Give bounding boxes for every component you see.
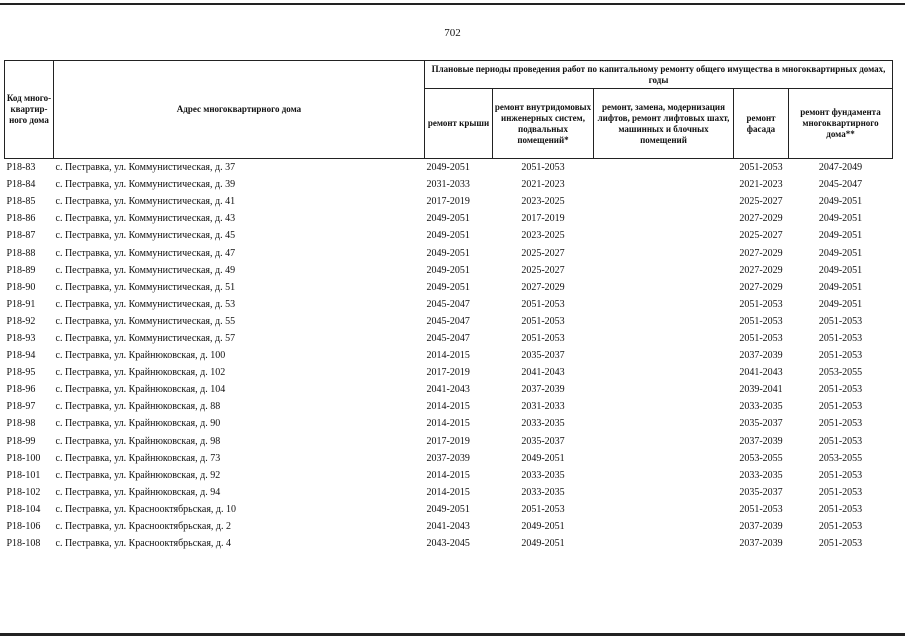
cell-address: с. Пестравка, ул. Крайнюковская, д. 100 (55, 350, 226, 362)
cell-roof: 2049-2051 (426, 247, 470, 259)
cell-internal-systems: 2033-2035 (521, 486, 565, 498)
cell-facade: 2037-2039 (739, 538, 783, 550)
cell-code: Р18-101 (6, 469, 41, 481)
table-row (5, 501, 893, 518)
cell-address: с. Пестравка, ул. Крайнюковская, д. 73 (55, 452, 221, 464)
cell-lifts (594, 433, 734, 450)
cell-internal-systems: 2049-2051 (521, 452, 565, 464)
table-row (5, 227, 893, 244)
header-internal-systems: ремонт внутридомовых инженерных систем, подвальных помещений* (493, 89, 594, 159)
cell-foundation: 2051-2053 (818, 486, 863, 498)
cell-internal-systems: 2033-2035 (521, 469, 565, 481)
header-code: Код много-квартир-ного дома (5, 61, 54, 159)
bottom-rule (0, 633, 905, 636)
cell-lifts (594, 330, 734, 347)
cell-foundation: 2051-2053 (818, 469, 863, 481)
cell-foundation: 2051-2053 (818, 538, 863, 550)
cell-internal-systems: 2033-2035 (521, 418, 565, 430)
cell-roof: 2049-2051 (426, 281, 470, 293)
cell-internal-systems: 2027-2029 (521, 281, 565, 293)
cell-roof: 2014-2015 (426, 469, 470, 481)
cell-internal-systems: 2035-2037 (521, 435, 565, 447)
cell-foundation: 2051-2053 (818, 521, 863, 533)
cell-facade: 2027-2029 (739, 281, 783, 293)
cell-lifts (594, 450, 734, 467)
cell-address: с. Пестравка, ул. Коммунистическая, д. 55 (55, 315, 236, 327)
cell-code: Р18-92 (6, 315, 36, 327)
cell-internal-systems: 2017-2019 (521, 213, 565, 225)
cell-facade: 2051-2053 (739, 332, 783, 344)
cell-internal-systems: 2031-2033 (521, 401, 565, 413)
table-row (5, 398, 893, 415)
cell-code: Р18-90 (6, 281, 36, 293)
cell-code: Р18-89 (6, 264, 36, 276)
cell-lifts (594, 467, 734, 484)
cell-address: с. Пестравка, ул. Крайнюковская, д. 90 (55, 418, 221, 430)
cell-lifts (594, 484, 734, 501)
cell-lifts (594, 262, 734, 279)
cell-address: с. Пестравка, ул. Коммунистическая, д. 39 (55, 179, 236, 191)
cell-internal-systems: 2025-2027 (521, 264, 565, 276)
cell-facade: 2027-2029 (739, 213, 783, 225)
cell-internal-systems: 2051-2053 (493, 159, 594, 177)
cell-roof: 2037-2039 (426, 452, 470, 464)
cell-facade: 2025-2027 (739, 196, 783, 208)
header-facade: ремонт фасада (734, 89, 789, 159)
cell-foundation: 2049-2051 (818, 213, 863, 225)
cell-lifts (594, 193, 734, 210)
cell-roof: 2049-2051 (426, 503, 470, 515)
cell-address: с. Пестравка, ул. Коммунистическая, д. 53 (55, 298, 236, 310)
cell-lifts (594, 210, 734, 227)
header-periods: Плановые периоды проведения работ по капитальному ремонту общего имущества в многоквартирных домах, годы (425, 61, 893, 89)
cell-code: Р18-88 (6, 247, 36, 259)
cell-roof: 2017-2019 (426, 367, 470, 379)
cell-lifts (594, 176, 734, 193)
cell-code: Р18-91 (6, 298, 36, 310)
cell-address: с. Пестравка, ул. Коммунистическая, д. 57 (55, 332, 236, 344)
cell-roof: 2045-2047 (426, 332, 470, 344)
cell-internal-systems: 2049-2051 (521, 538, 565, 550)
cell-lifts (594, 347, 734, 364)
table-row (5, 518, 893, 535)
table-row (5, 244, 893, 261)
table-row (5, 193, 893, 210)
cell-code: Р18-85 (6, 196, 36, 208)
cell-foundation: 2049-2051 (818, 298, 863, 310)
cell-address: с. Пестравка, ул. Коммунистическая, д. 51 (55, 281, 236, 293)
table-row (5, 467, 893, 484)
cell-lifts (594, 535, 734, 552)
cell-lifts (594, 313, 734, 330)
cell-address: с. Пестравка, ул. Коммунистическая, д. 37 (54, 159, 425, 177)
cell-internal-systems: 2023-2025 (521, 196, 565, 208)
cell-internal-systems: 2049-2051 (521, 521, 565, 533)
cell-foundation: 2047-2049 (789, 159, 893, 177)
cell-foundation: 2051-2053 (818, 350, 863, 362)
cell-foundation: 2051-2053 (818, 435, 863, 447)
cell-facade: 2039-2041 (739, 384, 783, 396)
cell-facade: 2053-2055 (739, 452, 783, 464)
cell-roof: 2043-2045 (426, 538, 470, 550)
cell-lifts (594, 415, 734, 432)
cell-facade: 2051-2053 (734, 159, 789, 177)
table-row (5, 330, 893, 347)
cell-roof: 2014-2015 (426, 486, 470, 498)
cell-lifts (594, 279, 734, 296)
cell-foundation: 2051-2053 (818, 401, 863, 413)
table-row (5, 381, 893, 398)
cell-internal-systems: 2051-2053 (521, 298, 565, 310)
table-row (5, 210, 893, 227)
cell-internal-systems: 2021-2023 (521, 179, 565, 191)
cell-code: Р18-106 (6, 521, 41, 533)
cell-code: Р18-86 (6, 213, 36, 225)
cell-address: с. Пестравка, ул. Коммунистическая, д. 41 (55, 196, 236, 208)
table-row (5, 159, 893, 177)
cell-roof: 2014-2015 (426, 350, 470, 362)
table-row (5, 433, 893, 450)
cell-facade: 2021-2023 (739, 179, 783, 191)
cell-code: Р18-93 (6, 332, 36, 344)
cell-code: Р18-83 (5, 159, 54, 177)
cell-facade: 2051-2053 (739, 298, 783, 310)
cell-address: с. Пестравка, ул. Краснооктябрьская, д. 4 (55, 538, 232, 550)
cell-foundation: 2049-2051 (818, 281, 863, 293)
cell-roof: 2041-2043 (426, 521, 470, 533)
cell-code: Р18-100 (6, 452, 41, 464)
cell-facade: 2037-2039 (739, 350, 783, 362)
cell-lifts (594, 398, 734, 415)
cell-facade: 2051-2053 (739, 503, 783, 515)
cell-address: с. Пестравка, ул. Коммунистическая, д. 45 (55, 230, 236, 242)
cell-facade: 2033-2035 (739, 401, 783, 413)
header-roof: ремонт крыши (425, 89, 493, 159)
table-row (5, 484, 893, 501)
table-row (5, 415, 893, 432)
cell-facade: 2033-2035 (739, 469, 783, 481)
cell-internal-systems: 2025-2027 (521, 247, 565, 259)
cell-internal-systems: 2035-2037 (521, 350, 565, 362)
cell-code: Р18-97 (6, 401, 36, 413)
table-row (5, 347, 893, 364)
cell-facade: 2041-2043 (739, 367, 783, 379)
cell-lifts (594, 227, 734, 244)
cell-facade: 2027-2029 (739, 264, 783, 276)
cell-roof: 2049-2051 (426, 213, 470, 225)
cell-internal-systems: 2023-2025 (521, 230, 565, 242)
cell-facade: 2037-2039 (739, 435, 783, 447)
cell-code: Р18-84 (6, 179, 36, 191)
table-row (5, 364, 893, 381)
header-foundation: ремонт фундамента многоквартирного дома** (789, 89, 893, 159)
cell-lifts (594, 381, 734, 398)
capital-repair-table (4, 60, 893, 552)
table-row (5, 279, 893, 296)
cell-roof: 2014-2015 (426, 418, 470, 430)
table-row (5, 313, 893, 330)
cell-address: с. Пестравка, ул. Крайнюковская, д. 94 (55, 486, 221, 498)
top-rule (0, 3, 905, 5)
cell-foundation: 2051-2053 (818, 315, 863, 327)
cell-foundation: 2045-2047 (818, 179, 863, 191)
cell-roof: 2017-2019 (426, 196, 470, 208)
cell-address: с. Пестравка, ул. Коммунистическая, д. 49 (55, 264, 236, 276)
cell-address: с. Пестравка, ул. Крайнюковская, д. 104 (55, 384, 226, 396)
cell-address: с. Пестравка, ул. Коммунистическая, д. 47 (55, 247, 236, 259)
cell-roof: 2045-2047 (426, 298, 470, 310)
cell-code: Р18-94 (6, 350, 36, 362)
cell-foundation: 2049-2051 (818, 247, 863, 259)
cell-foundation: 2051-2053 (818, 384, 863, 396)
table-body (5, 159, 893, 553)
cell-internal-systems: 2051-2053 (521, 332, 565, 344)
table-row (5, 176, 893, 193)
cell-roof: 2049-2051 (425, 159, 493, 177)
page-number: 702 (444, 27, 461, 39)
cell-lifts (594, 159, 734, 177)
cell-foundation: 2051-2053 (818, 332, 863, 344)
cell-address: с. Пестравка, ул. Краснооктябрьская, д. 2 (55, 521, 232, 533)
cell-internal-systems: 2051-2053 (521, 315, 565, 327)
cell-code: Р18-102 (6, 486, 41, 498)
cell-address: с. Пестравка, ул. Краснооктябрьская, д. 10 (55, 503, 237, 515)
table-row (5, 296, 893, 313)
table-row (5, 450, 893, 467)
cell-roof: 2049-2051 (426, 230, 470, 242)
cell-lifts (594, 296, 734, 313)
header-lifts: ремонт, замена, модернизация лифтов, ремонт лифтовых шахт, машинных и блочных помещений (594, 89, 734, 159)
cell-roof: 2014-2015 (426, 401, 470, 413)
cell-foundation: 2049-2051 (818, 230, 863, 242)
cell-internal-systems: 2037-2039 (521, 384, 565, 396)
cell-address: с. Пестравка, ул. Крайнюковская, д. 88 (55, 401, 221, 413)
cell-lifts (594, 501, 734, 518)
cell-lifts (594, 518, 734, 535)
cell-internal-systems: 2041-2043 (521, 367, 565, 379)
cell-facade: 2035-2037 (739, 486, 783, 498)
cell-facade: 2025-2027 (739, 230, 783, 242)
cell-address: с. Пестравка, ул. Крайнюковская, д. 98 (55, 435, 221, 447)
cell-code: Р18-99 (6, 435, 36, 447)
cell-foundation: 2049-2051 (818, 196, 863, 208)
cell-lifts (594, 364, 734, 381)
table-row (5, 535, 893, 552)
cell-code: Р18-96 (6, 384, 36, 396)
cell-facade: 2035-2037 (739, 418, 783, 430)
cell-foundation: 2051-2053 (818, 418, 863, 430)
cell-foundation: 2051-2053 (818, 503, 863, 515)
cell-lifts (594, 244, 734, 261)
cell-address: с. Пестравка, ул. Крайнюковская, д. 102 (55, 367, 226, 379)
cell-roof: 2031-2033 (426, 179, 470, 191)
cell-code: Р18-95 (6, 367, 36, 379)
cell-internal-systems: 2051-2053 (521, 503, 565, 515)
cell-address: с. Пестравка, ул. Крайнюковская, д. 92 (55, 469, 221, 481)
cell-code: Р18-87 (6, 230, 36, 242)
cell-facade: 2037-2039 (739, 521, 783, 533)
cell-code: Р18-98 (6, 418, 36, 430)
cell-foundation: 2053-2055 (818, 367, 863, 379)
header-address: Адрес многоквартирного дома (54, 61, 425, 159)
cell-roof: 2041-2043 (426, 384, 470, 396)
cell-roof: 2049-2051 (426, 264, 470, 276)
cell-code: Р18-104 (6, 503, 41, 515)
cell-roof: 2045-2047 (426, 315, 470, 327)
cell-foundation: 2053-2055 (818, 452, 863, 464)
table-row (5, 262, 893, 279)
cell-facade: 2051-2053 (739, 315, 783, 327)
cell-code: Р18-108 (6, 538, 41, 550)
cell-foundation: 2049-2051 (818, 264, 863, 276)
cell-address: с. Пестравка, ул. Коммунистическая, д. 43 (55, 213, 236, 225)
cell-facade: 2027-2029 (739, 247, 783, 259)
cell-roof: 2017-2019 (426, 435, 470, 447)
